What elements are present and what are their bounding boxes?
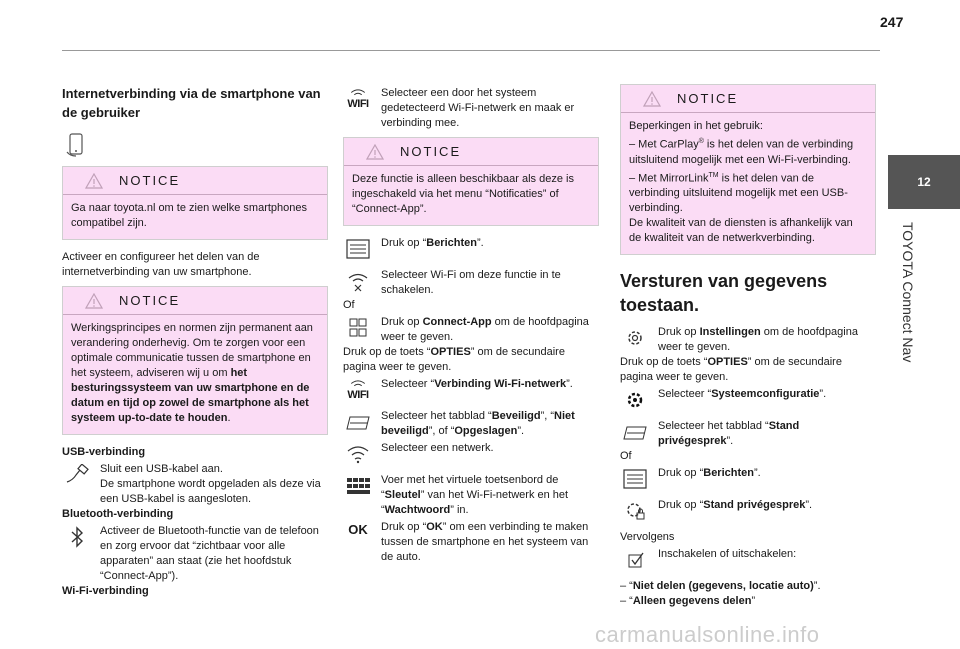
step-keyboard bbox=[343, 473, 599, 518]
page-number: 247 bbox=[880, 14, 904, 30]
bt-text: Activeer de Bluetooth-functie van de telefoon en zorg ervoor dat “zichtbaar voor alle apparaten” aan staat (zie het hoofdstuk “Connect-App”). bbox=[100, 525, 319, 582]
step-messages bbox=[620, 466, 876, 492]
notice-emphasis: het besturingssysteem van uw smartphone en de datum en tijd op zowel de smartphone als het systeem up-to-date te houden bbox=[71, 367, 310, 424]
notice-intro: Beperkingen in het gebruik: bbox=[629, 120, 763, 132]
t: – “ bbox=[620, 595, 633, 608]
t: Selecteer “ bbox=[381, 378, 435, 390]
notice-body: Ga naar toyota.nl om te zien welke smartphones compatibel zijn. bbox=[71, 202, 308, 229]
t-bold: Niet beveiligd bbox=[381, 410, 575, 437]
chapter-tab[interactable] bbox=[888, 155, 960, 209]
messages-icon bbox=[620, 466, 650, 492]
step-toggle bbox=[620, 547, 876, 573]
notice-title: NOTICE bbox=[119, 173, 181, 188]
step-text: Selecteer een netwerk. bbox=[381, 442, 494, 454]
notice-header bbox=[621, 85, 875, 113]
checkbox-icon bbox=[620, 547, 650, 573]
t: – Met CarPlay bbox=[629, 138, 699, 151]
tabs-icon bbox=[620, 419, 650, 445]
wifi-signal-icon bbox=[343, 441, 373, 467]
t-bold: Wachtwoord bbox=[384, 504, 451, 516]
list-item bbox=[620, 594, 876, 609]
chapter-label: TOYOTA Connect Nav bbox=[900, 222, 916, 363]
t: Selecteer het tabblad “ bbox=[381, 410, 492, 422]
step-wifi-on bbox=[343, 268, 599, 298]
t: ”. bbox=[813, 580, 821, 593]
notice-line bbox=[629, 168, 867, 217]
t: Selecteer het tabblad “ bbox=[658, 420, 769, 433]
t: Selecteer “ bbox=[658, 388, 712, 401]
notice-title: NOTICE bbox=[400, 144, 462, 159]
or-label: Of bbox=[343, 299, 355, 311]
t: ” om de secundaire pagina weer te geven. bbox=[620, 356, 842, 384]
t: Druk op “ bbox=[658, 499, 704, 512]
paragraph: Activeer en configureer het delen van de internetverbinding van uw smartphone. bbox=[62, 251, 260, 278]
step-text: Inschakelen of uitschakelen: bbox=[658, 548, 797, 561]
notice-title: NOTICE bbox=[677, 91, 739, 106]
wifi-icon-text: WIFI bbox=[347, 389, 369, 401]
warning-icon bbox=[85, 173, 103, 189]
t-bold: Systeemconfiguratie bbox=[711, 388, 820, 401]
t-bold: Stand privégesprek bbox=[658, 420, 800, 448]
notice-body: Deze functie is alleen beschikbaar als deze is ingeschakeld via het menu “Notificaties” of “Connect-App”. bbox=[352, 173, 574, 215]
apps-grid-icon bbox=[343, 315, 373, 341]
list-item bbox=[620, 579, 876, 594]
step-tab bbox=[343, 409, 599, 439]
warning-icon bbox=[85, 293, 103, 309]
t-bold: Niet delen (gegevens, locatie auto) bbox=[632, 580, 814, 593]
t: is het delen van de verbinding uitsluitend mogelijk met een Wi-Fi-verbinding. bbox=[629, 138, 854, 166]
t: ”, of “ bbox=[428, 425, 455, 437]
ok-icon bbox=[343, 520, 373, 546]
t-sup: TM bbox=[708, 171, 719, 179]
column-2 bbox=[343, 84, 599, 571]
t-bold: Instellingen bbox=[699, 326, 761, 339]
ok-icon-text: OK bbox=[348, 522, 368, 537]
watermark: carmanualsonline.info bbox=[595, 622, 820, 647]
then-label: Vervolgens bbox=[620, 531, 675, 544]
t: ”. bbox=[726, 435, 734, 448]
step-text: Selecteer Wi-Fi om deze functie in te schakelen. bbox=[381, 269, 561, 296]
t-bold: OK bbox=[426, 521, 443, 533]
t: ” van het Wi-Fi-netwerk en het “ bbox=[381, 489, 569, 516]
notice-end: . bbox=[227, 412, 231, 424]
t: Druk op “ bbox=[381, 237, 427, 249]
smartphone-icon bbox=[62, 130, 92, 160]
notice-title: NOTICE bbox=[119, 293, 181, 308]
notice-line: De kwaliteit van de diensten is afhankelijk van de kwaliteit van de netwerkverbinding. bbox=[629, 217, 853, 245]
wifi-icon-text: WIFI bbox=[347, 98, 369, 110]
tabs-icon bbox=[343, 409, 373, 435]
messages-icon bbox=[343, 236, 373, 262]
step-privacy-tab bbox=[620, 419, 876, 449]
or-label: Of bbox=[620, 450, 632, 463]
t: ”. bbox=[754, 467, 761, 480]
step-messages bbox=[343, 236, 599, 262]
bluetooth-icon bbox=[62, 524, 92, 550]
bt-label: Bluetooth-verbinding bbox=[62, 508, 174, 520]
t: Druk op “ bbox=[658, 467, 704, 480]
bt-step bbox=[62, 524, 328, 584]
t: Druk op “ bbox=[381, 521, 427, 533]
t-bold: Sleutel bbox=[384, 489, 421, 501]
usb-text-2: De smartphone wordt opgeladen als deze via een USB-kabel is aangesloten. bbox=[100, 478, 321, 505]
notice-header bbox=[63, 167, 327, 195]
top-rule bbox=[62, 50, 880, 51]
t: Druk op de toets “ bbox=[343, 346, 431, 358]
options-line bbox=[620, 355, 876, 385]
t: Druk op bbox=[381, 316, 423, 328]
gear-icon bbox=[620, 325, 650, 351]
notice-body bbox=[621, 119, 875, 246]
t-bold: Verbinding Wi-Fi-netwerk bbox=[434, 378, 567, 390]
t: ” om een verbinding te maken tussen de smartphone en het systeem van de auto. bbox=[381, 521, 589, 563]
notice-line bbox=[629, 134, 867, 168]
wifi-off-icon bbox=[343, 268, 373, 294]
wifi-icon bbox=[343, 86, 373, 112]
t: – “ bbox=[620, 580, 633, 593]
t: ”. bbox=[819, 388, 827, 401]
privacy-gear-icon bbox=[620, 498, 650, 524]
step-privacy bbox=[620, 498, 876, 524]
t-bold: OPTIES bbox=[707, 356, 748, 369]
t-bold: Berichten bbox=[703, 467, 754, 480]
notice-header bbox=[63, 287, 327, 315]
t: Voer met het virtuele toetsenbord de “ bbox=[381, 474, 559, 501]
t: ”. bbox=[517, 425, 525, 437]
t-bold: Opgeslagen bbox=[454, 425, 518, 437]
keyboard-icon bbox=[343, 473, 373, 499]
t-bold: OPTIES bbox=[430, 346, 471, 358]
warning-icon bbox=[643, 91, 661, 107]
usb-text-1: Sluit een USB-kabel aan. bbox=[100, 463, 223, 475]
t: ” om de secundaire pagina weer te geven. bbox=[343, 346, 565, 373]
section-heading: Versturen van gegevens toestaan. bbox=[620, 271, 828, 316]
t: ”. bbox=[566, 378, 573, 390]
usb-label: USB-verbinding bbox=[62, 446, 146, 458]
t: om de hoofdpagina weer te geven. bbox=[658, 326, 858, 354]
gear-bold-icon bbox=[620, 387, 650, 413]
step-text: Selecteer een door het systeem gedetecteerd Wi-Fi-netwerk en maak er verbinding mee. bbox=[381, 87, 575, 129]
t: ”, “ bbox=[540, 410, 555, 422]
t: ”. bbox=[477, 237, 484, 249]
column-3 bbox=[620, 84, 876, 609]
t: is het delen van de verbinding uitsluitend mogelijk met een USB-verbinding. bbox=[629, 172, 848, 215]
t-sup: ® bbox=[698, 138, 704, 145]
t-bold: Beveiligd bbox=[491, 410, 541, 422]
t: om de hoofdpagina weer te geven. bbox=[381, 316, 589, 343]
t-bold: Stand privégesprek bbox=[703, 499, 806, 512]
notice-box bbox=[62, 166, 328, 240]
step-conn-wifi bbox=[343, 377, 599, 403]
options-line bbox=[343, 345, 599, 375]
step-settings bbox=[620, 325, 876, 355]
notice-box bbox=[343, 137, 599, 226]
t: – Met MirrorLink bbox=[629, 172, 709, 185]
t: Druk op de toets “ bbox=[620, 356, 708, 369]
step-sysconf bbox=[620, 387, 876, 413]
notice-body bbox=[63, 321, 327, 426]
wifi-icon bbox=[343, 377, 373, 403]
step-network bbox=[343, 441, 599, 467]
t-bold: Connect-App bbox=[422, 316, 492, 328]
notice-header bbox=[344, 138, 598, 166]
step-ok bbox=[343, 520, 599, 565]
section-heading: Internetverbinding via de smartphone van de gebruiker bbox=[62, 86, 321, 120]
t: ” in. bbox=[450, 504, 469, 516]
warning-icon bbox=[366, 144, 384, 160]
step-select-wifi bbox=[343, 86, 599, 131]
notice-box bbox=[62, 286, 328, 435]
step-connect-app bbox=[343, 315, 599, 345]
chapter-number: 12 bbox=[917, 175, 931, 189]
t: Druk op bbox=[658, 326, 700, 339]
t: ” bbox=[751, 595, 756, 608]
t: ”. bbox=[805, 499, 813, 512]
column-1 bbox=[62, 84, 328, 599]
usb-icon bbox=[62, 462, 92, 488]
notice-text: Werkingsprincipes en normen zijn permanent aan verandering onderhevig. Om te zorgen voor een optimale communicatie tussen de smartphone en het systeem, adviseren wij u om bbox=[71, 322, 313, 379]
t-bold: Alleen gegevens delen bbox=[632, 595, 752, 608]
usb-step bbox=[62, 462, 328, 507]
notice-box bbox=[620, 84, 876, 255]
wifi-label: Wi-Fi-verbinding bbox=[62, 585, 149, 597]
t-bold: Berichten bbox=[426, 237, 477, 249]
